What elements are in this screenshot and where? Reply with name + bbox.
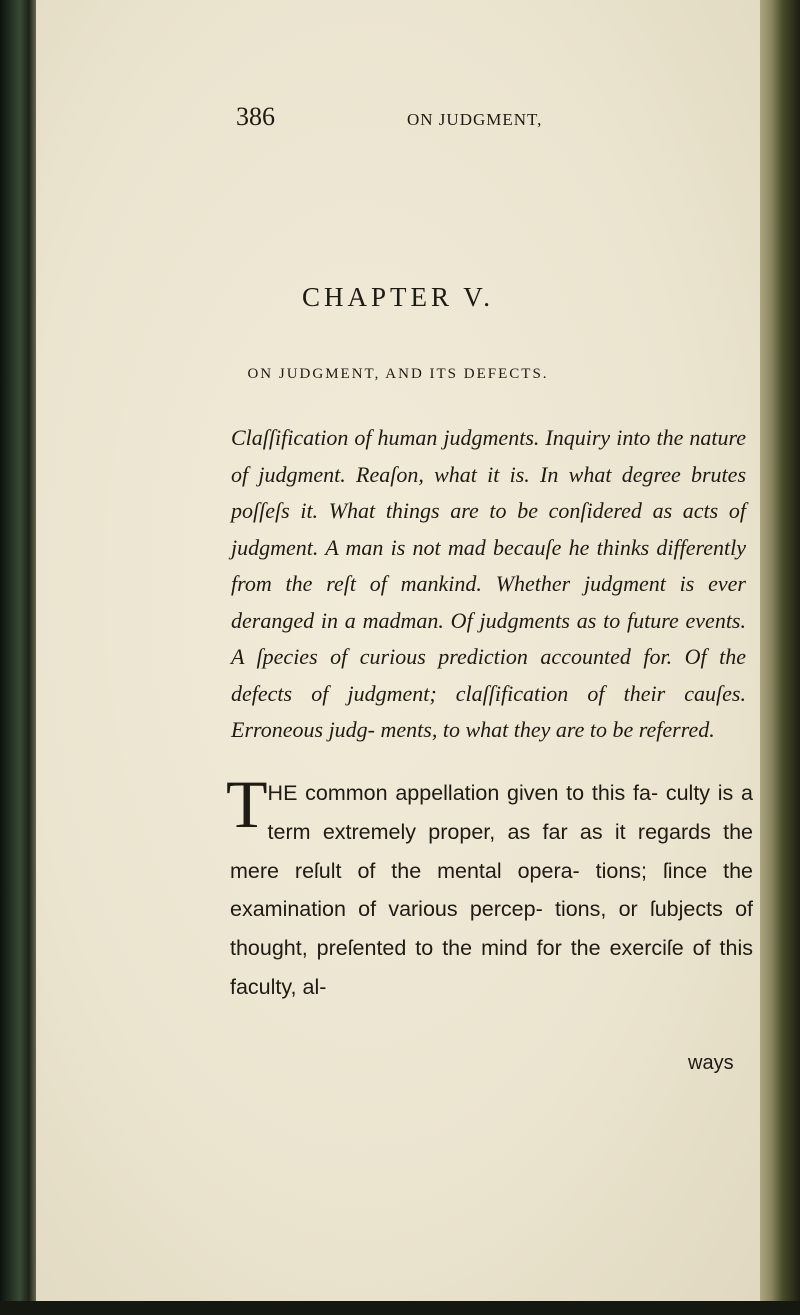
catchword: ways bbox=[688, 1052, 734, 1074]
chapter-synopsis: Claſſification of human judgments. Inquiry into the nature of judgment. Reaſon, what it is. In what degree brutes poſſeſs it. What things are to be conſidered as acts of judgment. A man is not mad becauſe he thinks differently from the reſt of mankind. Whether judgment is ever deranged in a madman. Of judgments as to future events. A ſpecies of curious prediction accounted for. Of the defects of judgment; claſſification of their cauſes. Erroneous judg- ments, to what they are to be referred. bbox=[231, 425, 746, 742]
page-right-edge bbox=[756, 0, 800, 1315]
chapter-subtitle: ON JUDGMENT, AND ITS DEFECTS. bbox=[247, 366, 549, 382]
page-number: 386 bbox=[236, 102, 275, 131]
drop-cap: T bbox=[226, 766, 268, 842]
body-paragraph bbox=[226, 766, 753, 1007]
lead-small-caps: HE bbox=[267, 781, 298, 805]
book-binding-edge bbox=[0, 0, 36, 1315]
page-bottom-edge bbox=[0, 1301, 800, 1315]
running-title: ON JUDGMENT, bbox=[407, 110, 543, 129]
running-header bbox=[36, 100, 760, 140]
body-text: common appellation given to this fa- culty is a term extremely proper, as far as it regards the mere reſult of the mental opera- tions; ſince the examination of various percep- tions, or ſubjects of thought, preſented to the mind for the exerciſe of this faculty, al- bbox=[230, 781, 753, 999]
chapter-heading: CHAPTER V. bbox=[301, 282, 495, 312]
book-page bbox=[36, 0, 760, 1301]
